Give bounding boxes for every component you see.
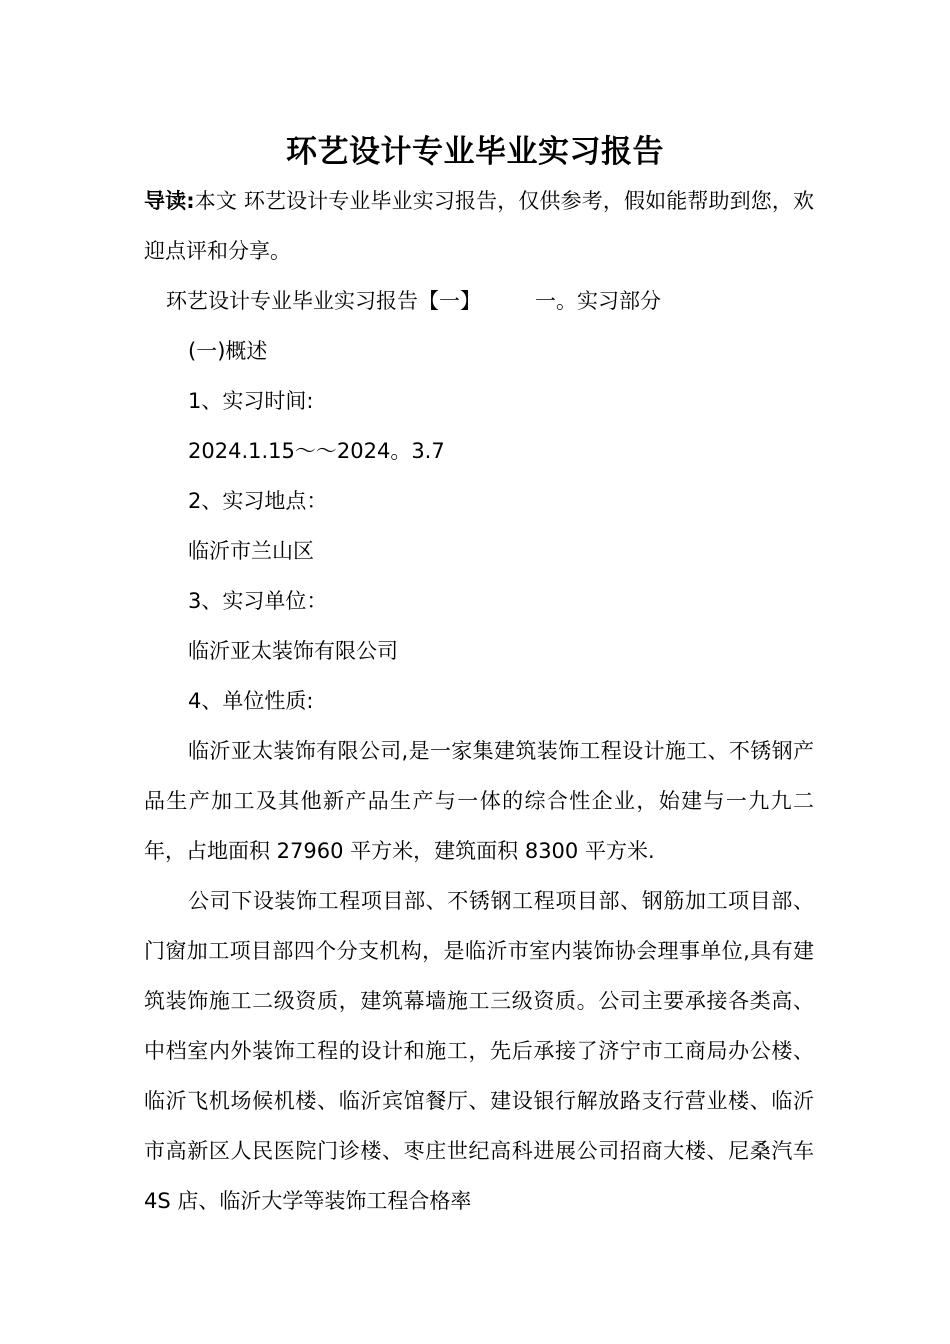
- report-title: 环艺设计专业毕业实习报告【一】: [166, 289, 481, 313]
- body-paragraph: 临沂亚太装饰有限公司,是一家集建筑装饰工程设计施工、不锈钢产品生产加工及其他新产品生产与一体的综合性企业，始建与一九九二年，占地面积 27960 平方米，建筑面积 8300 平方米.: [144, 739, 814, 863]
- section-header: [144, 276, 814, 326]
- lead-text: 本文 环艺设计专业毕业实习报告，仅供参考，假如能帮助到您，欢迎点评和分享。: [144, 189, 814, 263]
- lead-paragraph: [144, 176, 814, 276]
- nature-label: 4、单位性质:: [188, 689, 314, 713]
- item-label: 3、实习单位：: [188, 589, 328, 613]
- item-value: 2024.1.15～～2024。3.7: [188, 439, 445, 463]
- body-paragraph: 公司下设装饰工程项目部、不锈钢工程项目部、钢筋加工项目部、门窗加工项目部四个分支机构，是临沂市室内装饰协会理事单位,具有建筑装饰施工二级资质，建筑幕墙施工三级资质。公司主要承接各类高、中档室内外装饰工程的设计和施工，先后承接了济宁市工商局办公楼、临沂飞机场候机楼、临沂宾馆餐厅、建设银行解放路支行营业楼、临沂市高新区人民医院门诊楼、枣庄世纪高科进展公司招商大楼、尼桑汽车 4S 店、临沂大学等装饰工程合格率: [144, 889, 814, 1213]
- item-value: 临沂亚太装饰有限公司: [188, 639, 398, 663]
- item-label: 2、实习地点：: [188, 489, 328, 513]
- item-value: 临沂市兰山区: [188, 539, 314, 563]
- document-title: 环艺设计专业毕业实习报告: [286, 134, 664, 170]
- document-body: [144, 176, 814, 1226]
- overview-heading: (一)概述: [188, 339, 268, 363]
- lead-label: 导读:: [144, 189, 195, 213]
- item-label: 1、实习时间:: [188, 389, 314, 413]
- part-title: 一。实习部分: [535, 289, 661, 313]
